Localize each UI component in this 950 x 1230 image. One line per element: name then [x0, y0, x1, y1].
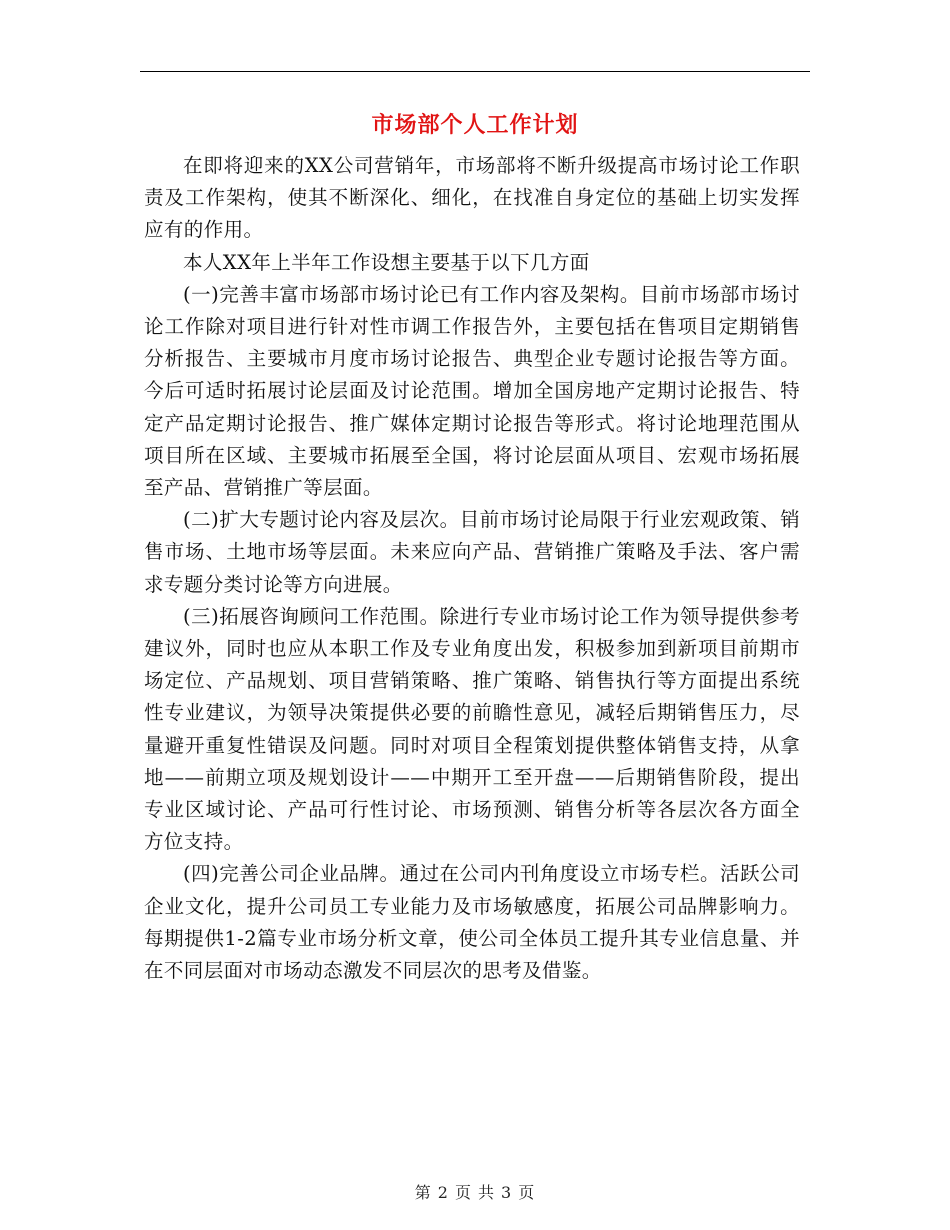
footer-current-page: 2 — [437, 1183, 449, 1202]
footer-middle: 页 共 — [454, 1183, 496, 1202]
page-number-footer — [140, 1180, 810, 1203]
document-body — [144, 150, 800, 987]
footer-total-pages: 3 — [501, 1183, 513, 1202]
paragraph-overview: 本人XX年上半年工作设想主要基于以下几方面 — [183, 250, 590, 274]
paragraph-section-2: (二)扩大专题讨论内容及层次。目前市场讨论局限于行业宏观政策、销售市场、土地市场等层面。未来应向产品、营销推广策略及手法、客户需求专题分类讨论等方向进展。 — [144, 508, 800, 596]
header-rule — [140, 71, 810, 72]
footer-suffix: 页 — [518, 1183, 536, 1202]
paragraph-section-4: (四)完善公司企业品牌。通过在公司内刊角度设立市场专栏。活跃公司企业文化，提升公司员工专业能力及市场敏感度，拓展公司品牌影响力。每期提供1-2篇专业市场分析文章，使公司全体员工提升其专业信息量、并在不同层面对市场动态激发不同层次的思考及借鉴。 — [144, 862, 800, 983]
footer-prefix: 第 — [414, 1183, 432, 1202]
paragraph-section-1: (一)完善丰富市场部市场讨论已有工作内容及架构。目前市场部市场讨论工作除对项目进行针对性市调工作报告外，主要包括在售项目定期销售分析报告、主要城市月度市场讨论报告、典型企业专题讨论报告等方面。今后可适时拓展讨论层面及讨论范围。增加全国房地产定期讨论报告、特定产品定期讨论报告、推广媒体定期讨论报告等形式。将讨论地理范围从项目所在区域、主要城市拓展至全国，将讨论层面从项目、宏观市场拓展至产品、营销推广等层面。 — [144, 282, 800, 500]
paragraph-intro: 在即将迎来的XX公司营销年，市场部将不断升级提高市场讨论工作职责及工作架构，使其不断深化、细化，在找准自身定位的基础上切实发挥应有的作用。 — [144, 154, 800, 242]
paragraph-section-3: (三)拓展咨询顾问工作范围。除进行专业市场讨论工作为领导提供参考建议外，同时也应从本职工作及专业角度出发，积极参加到新项目前期市场定位、产品规划、项目营销策略、推广策略、销售执行等方面提出系统性专业建议，为领导决策提供必要的前瞻性意见，减轻后期销售压力，尽量避开重复性错误及问题。同时对项目全程策划提供整体销售支持，从拿地——前期立项及规划设计——中期开工至开盘——后期销售阶段，提出专业区域讨论、产品可行性讨论、市场预测、销售分析等各层次各方面全方位支持。 — [144, 604, 800, 854]
document-title: 市场部个人工作计划 — [371, 112, 579, 138]
